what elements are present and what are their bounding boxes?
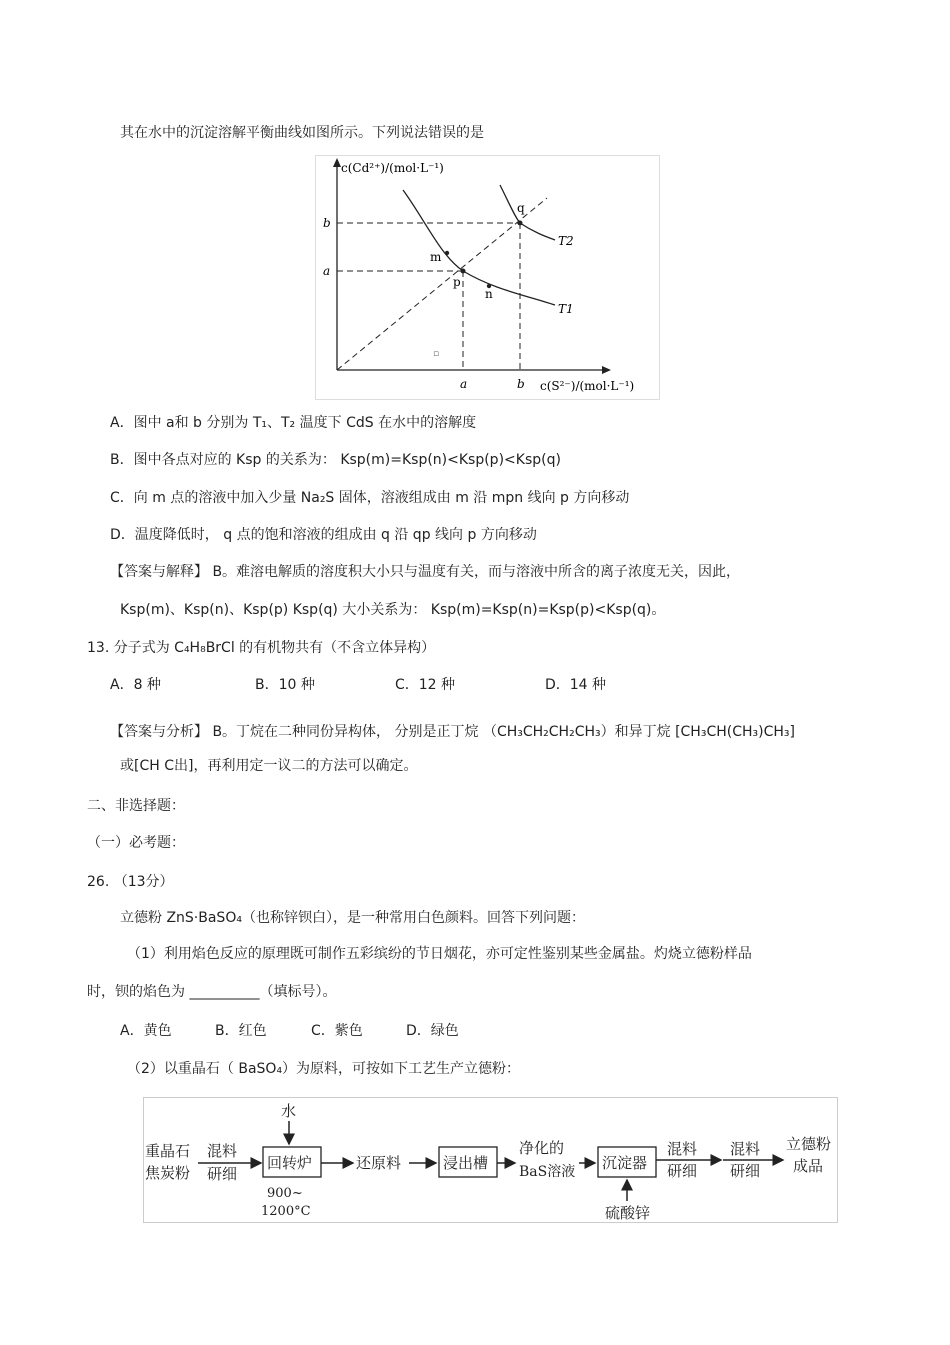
q12-option-c: C．向 m 点的溶液中加入少量 Na₂S 固体，溶液组成由 m 沿 mpn 线向 p 方向移动 [110, 490, 630, 506]
graph-svg [315, 155, 660, 400]
temperature-line2: 1200°C [261, 1204, 311, 1219]
q26-number: 26. （13分） [87, 874, 174, 890]
temperature-line1: 900~ [267, 1186, 303, 1201]
x-tick-b: b [517, 377, 525, 391]
q26-part2: （2）以重晶石（ BaSO₄）为原料，可按如下工艺生产立德粉： [127, 1061, 521, 1077]
label-T2: T2 [558, 234, 574, 248]
point-m [445, 251, 449, 255]
flow-svg [143, 1097, 838, 1223]
label-q: q [517, 201, 525, 215]
mix1-label-top: 混料 [207, 1142, 238, 1160]
reduced-material: 还原料 [356, 1154, 402, 1172]
x-tick-a: a [460, 377, 468, 391]
q26-option-a: A．黄色 [120, 1023, 172, 1039]
point-p [461, 269, 466, 274]
curve-T2 [500, 185, 555, 240]
y-tick-a: a [323, 264, 331, 278]
zinc-sulfate-label: 硫酸锌 [605, 1204, 651, 1222]
raw-material-1: 重晶石 [145, 1142, 191, 1160]
leach-tank-label: 浸出槽 [443, 1154, 489, 1172]
label-n: n [485, 287, 493, 301]
q13-answer-line2: 或[CH C出]，再利用定一议二的方法可以确定。 [120, 758, 418, 774]
precipitator-label: 沉淀器 [602, 1154, 648, 1172]
final-product-top: 立德粉 [786, 1135, 832, 1153]
q13-option-a: A．8 种 [110, 677, 161, 693]
label-m: m [430, 250, 442, 264]
x-axis-label: c(S²⁻)/(mol·L⁻¹) [540, 379, 635, 393]
q13-option-b: B．10 种 [255, 677, 315, 693]
label-T1: T1 [558, 302, 574, 316]
point-q [518, 221, 523, 226]
q13-option-d: D．14 种 [545, 677, 607, 693]
graph-frame [316, 156, 660, 400]
q26-part1-line1: （1）利用焰色反应的原理既可制作五彩缤纷的节日烟花，亦可定性鉴别某些金属盐。灼烧立德粉样品 [127, 946, 752, 962]
mix1-label-bottom: 研细 [207, 1165, 238, 1183]
bas-solution-bottom: BaS溶液 [519, 1164, 576, 1180]
mix3-label-bottom: 研细 [730, 1162, 761, 1180]
y-axis-label: c(Cd²⁺)/(mol·L⁻¹) [341, 161, 444, 175]
q26-option-d: D．绿色 [406, 1023, 459, 1039]
mix3-label-top: 混料 [730, 1140, 761, 1158]
water-label: 水 [281, 1102, 297, 1120]
final-product-bottom: 成品 [793, 1157, 824, 1175]
q12-option-d: D．温度降低时， q 点的饱和溶液的组成由 q 沿 qp 线向 p 方向移动 [110, 527, 537, 543]
furnace-label: 回转炉 [267, 1154, 313, 1172]
y-axis-arrow [333, 158, 341, 167]
small-marker: ▫ [433, 349, 440, 359]
q12-option-a: A．图中 a和 b 分别为 T₁、T₂ 温度下 CdS 在水中的溶解度 [110, 415, 477, 431]
q13-stem: 13. 分子式为 C₄H₈BrCl 的有机物共有（不含立体异构） [87, 640, 436, 656]
diagonal-line [337, 198, 547, 370]
raw-material-2: 焦炭粉 [145, 1164, 191, 1182]
x-axis-arrow [602, 366, 611, 374]
q26-option-b: B．红色 [215, 1023, 267, 1039]
q12-option-b: B．图中各点对应的 Ksp 的关系为： Ksp(m)=Ksp(n)<Ksp(p)<Ksp(q) [110, 452, 561, 468]
q26-option-c: C．紫色 [311, 1023, 363, 1039]
q12-answer-line1: 【答案与解释】 B。难溶电解质的溶度积大小只与温度有关，而与溶液中所含的离子浓度无关，因此， [110, 564, 741, 580]
y-tick-b: b [323, 216, 331, 230]
label-p: p [453, 275, 461, 289]
q12-answer-line2: Ksp(m)、Ksp(n)、Ksp(p) Ksp(q) 大小关系为： Ksp(m)=Ksp(n)=Ksp(p)<Ksp(q)。 [120, 602, 666, 618]
subsection-heading: （一）必考题： [87, 835, 185, 851]
process-flow-diagram [143, 1097, 838, 1223]
curve-T1 [403, 190, 555, 305]
q26-intro: 立德粉 ZnS·BaSO₄（也称锌钡白），是一种常用白色颜料。回答下列问题： [120, 910, 585, 926]
q13-option-c: C．12 种 [395, 677, 456, 693]
q26-part1-line2: 时，钡的焰色为 __________（填标号）。 [87, 984, 337, 1000]
mix2-label-bottom: 研细 [667, 1162, 698, 1180]
mix2-label-top: 混料 [667, 1140, 698, 1158]
q13-answer-line1: 【答案与分析】 B。丁烷在二种同份异构体， 分别是正丁烷 （CH₃CH₂CH₂CH₃）和异丁烷 [CH₃CH(CH₃)CH₃] [110, 724, 795, 740]
solubility-graph [315, 155, 660, 400]
bas-solution-top: 净化的 [519, 1139, 565, 1157]
section-heading: 二、非选择题： [87, 798, 185, 814]
question-intro: 其在水中的沉淀溶解平衡曲线如图所示。下列说法错误的是 [120, 125, 484, 141]
